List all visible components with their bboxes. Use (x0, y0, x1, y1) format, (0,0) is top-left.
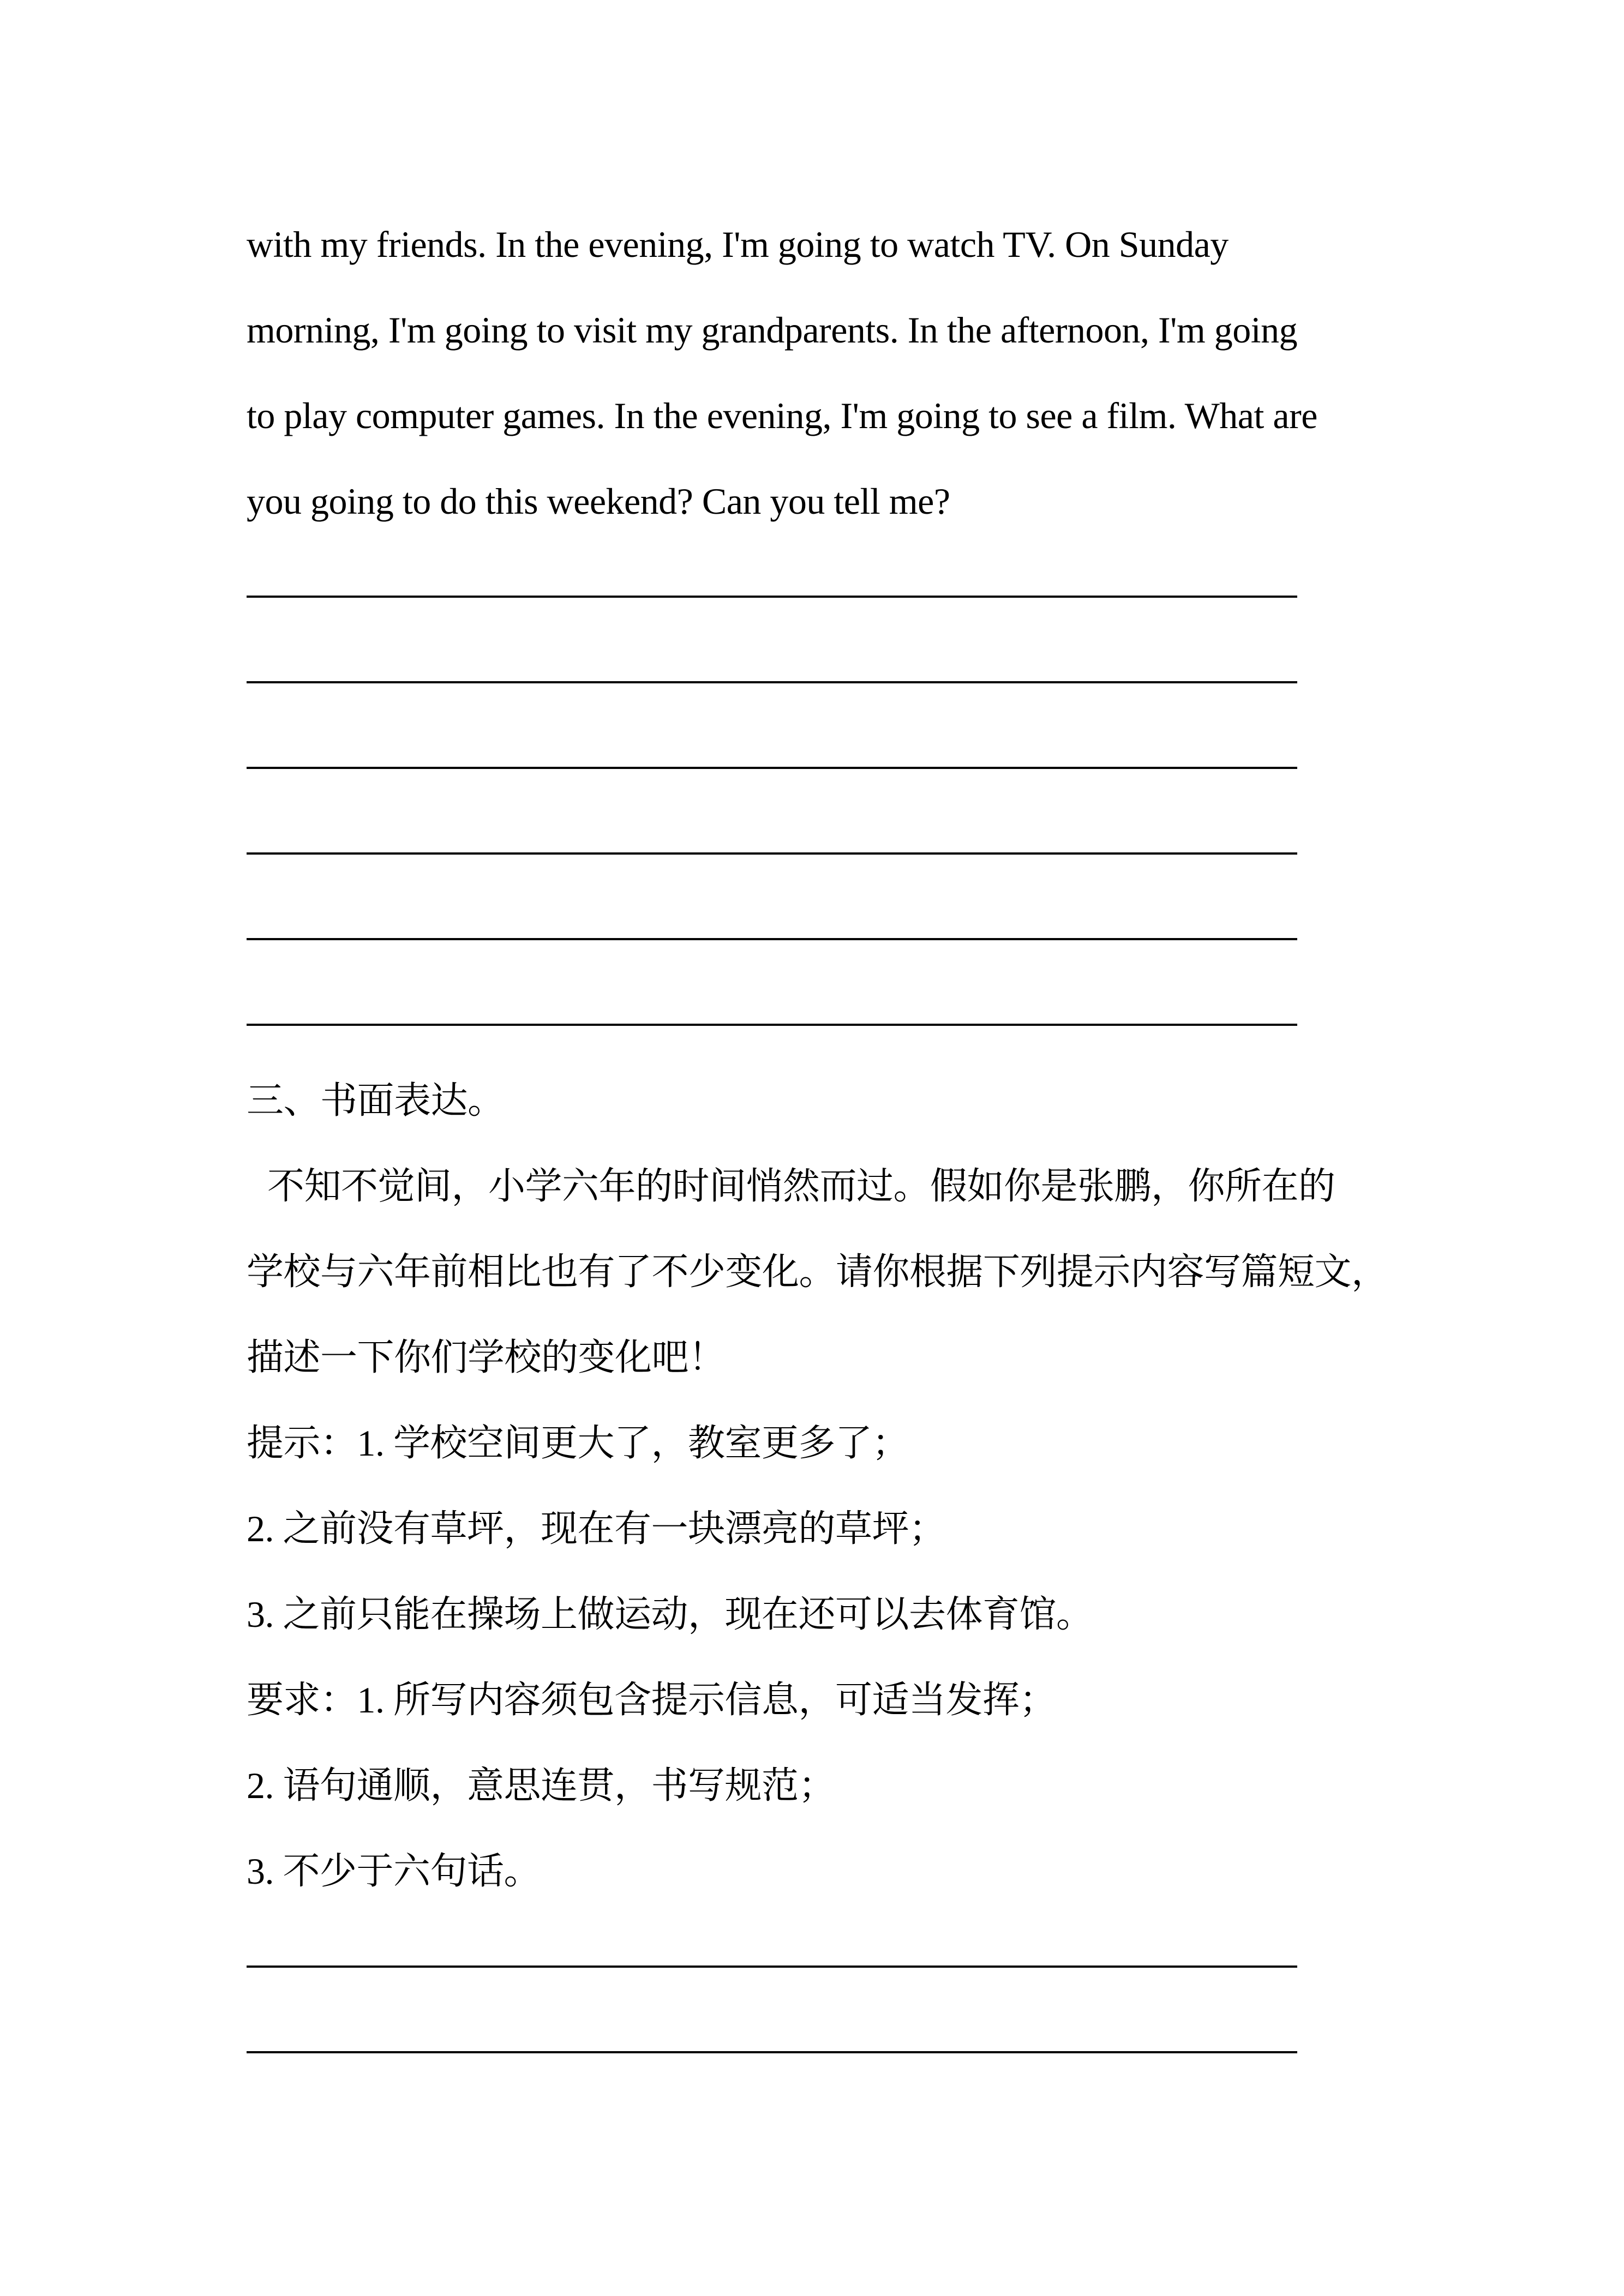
reading-passage (247, 202, 1409, 544)
hint-line: 3. 之前只能在操场上做运动，现在还可以去体育馆。 (247, 1594, 1093, 1635)
reading-passage-line: you going to do this weekend? Can you tell me? (247, 480, 950, 522)
answer-rule (247, 681, 1297, 683)
reading-passage-line: morning, I'm going to visit my grandparents. In the afternoon, I'm going (247, 309, 1298, 351)
answer-line[interactable] (247, 801, 1409, 887)
page-content (247, 202, 1409, 2085)
requirement-line: 2. 语句通顺，意思连贯，书写规范； (247, 1765, 836, 1806)
hint-line: 2. 之前没有草坪，现在有一块漂亮的草坪； (247, 1508, 946, 1549)
writing-section-hints (247, 1401, 1409, 1657)
answer-line[interactable] (247, 544, 1409, 630)
writing-section-requirements (247, 1657, 1409, 1914)
writing-section (247, 1058, 1409, 1914)
answer-line[interactable] (247, 2000, 1409, 2085)
answer-rule (247, 1966, 1297, 1968)
answer-rule (247, 1024, 1297, 1026)
reading-passage-line: to play computer games. In the evening, I'm going to see a film. What are (247, 395, 1317, 436)
hint-line: 提示：1. 学校空间更大了，教室更多了； (247, 1422, 909, 1464)
requirement-line: 3. 不少于六句话。 (247, 1850, 541, 1892)
intro-line: 不知不觉间，小学六年的时间悄然而过。假如你是张鹏，你所在的 (267, 1165, 1335, 1207)
answer-line[interactable] (247, 887, 1409, 972)
answer-rule (247, 596, 1297, 598)
answer-blanks-bottom (247, 1914, 1409, 2085)
answer-rule (247, 852, 1297, 855)
answer-rule (247, 767, 1297, 769)
section-heading: 三、书面表达。 (247, 1080, 505, 1121)
answer-line[interactable] (247, 1914, 1409, 2000)
writing-section-intro (247, 1144, 1409, 1401)
requirement-line: 要求：1. 所写内容须包含提示信息，可适当发挥； (247, 1679, 1057, 1721)
answer-rule (247, 2051, 1297, 2053)
answer-blanks-top (247, 544, 1409, 1058)
answer-line[interactable] (247, 972, 1409, 1058)
answer-line[interactable] (247, 716, 1409, 801)
intro-line: 描述一下你们学校的变化吧！ (247, 1337, 726, 1378)
answer-rule (247, 938, 1297, 940)
intro-line: 学校与六年前相比也有了不少变化。请你根据下列提示内容写篇短文， (247, 1251, 1388, 1293)
answer-line[interactable] (247, 630, 1409, 716)
reading-passage-line: with my friends. In the evening, I'm going to watch TV. On Sunday (247, 224, 1229, 265)
